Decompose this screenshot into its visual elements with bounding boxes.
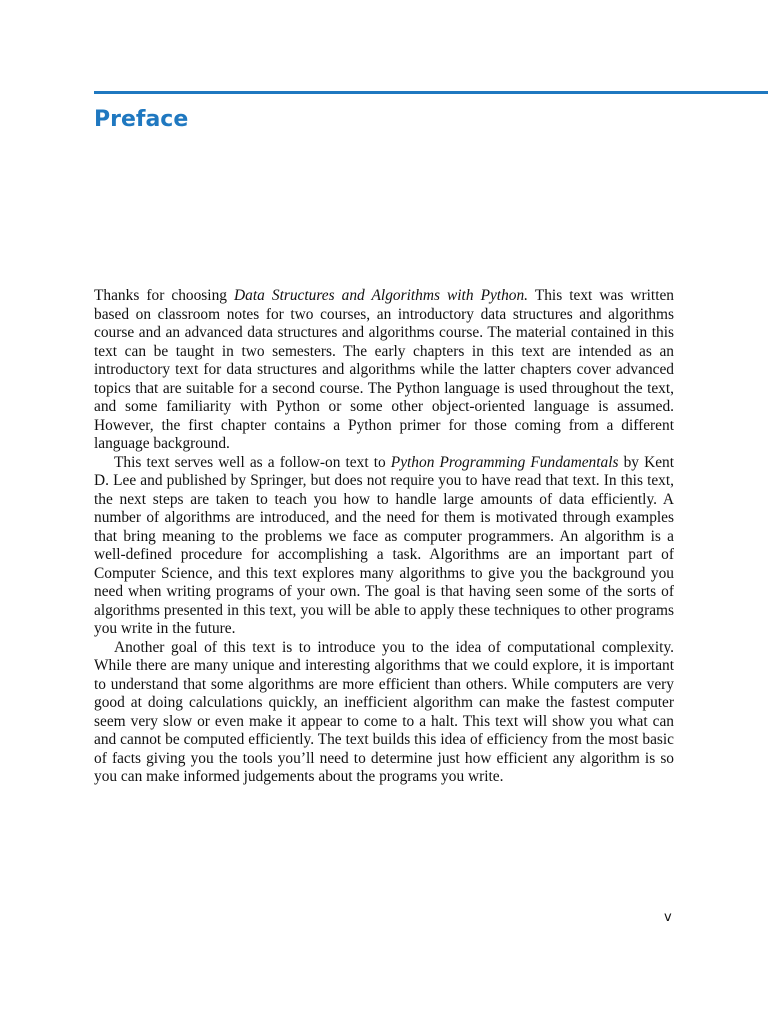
chapter-title: Preface [94,107,189,132]
header-rule [94,91,768,94]
book-title-ppf: Python Programming Fundamentals [390,453,619,471]
paragraph-1 [94,287,674,454]
paragraph-2-text: by Kent D. Lee and published by Springer, but does not require you to have read that text. In this text, the next steps are taken to teach you how to handle large amounts of data efficiently. A number of algorithms are introduced, and the need for them is motivated through examples that bring meaning to the problems we face as computer programmers. An algorithm is a well-defined procedure for accomplishing a task. Algorithms are an important part of Computer Science, and this text explores many algorithms to give you the background you need when writing programs of your own. The goal is that having seen some of the sorts of algorithms presented in this text, you will be able to apply these techniques to other programs you write in the future. [94,453,674,637]
paragraph-2-intro: This text serves well as a follow-on text to [114,453,391,471]
paragraph-2 [94,454,674,639]
book-title-dsa: Data Structures and Algorithms with Python. [234,287,529,304]
preface-body [94,287,674,787]
paragraph-1-text: This text was written based on classroom notes for two courses, an introductory data structures and algorithms course and an advanced data structures and algorithms course. The material contained in this text can be taught in two semesters. The early chapters in this text are intended as an introductory text for data structures and algorithms while the latter chapters cover advanced topics that are suitable for a second course. The Python language is used throughout the text, and some familiarity with Python or some other object-oriented language is assumed. However, the first chapter contains a Python primer for those coming from a different language background. [94,287,674,452]
page-number: v [664,910,672,925]
paragraph-3: Another goal of this text is to introduce you to the idea of computational complexity. While there are many unique and interesting algorithms that we could explore, it is important to understand that some algorithms are more efficient than others. While computers are very good at doing calculations quickly, an inefficient algorithm can make the fastest computer seem very slow or even make it appear to come to a halt. This text will show you what can and cannot be computed efficiently. The text builds this idea of efficiency from the most basic of facts giving you the tools you’ll need to determine just how efficient any algorithm is so you can make informed judgements about the programs you write. [94,638,674,785]
paragraph-1-intro: Thanks for choosing [94,287,235,304]
